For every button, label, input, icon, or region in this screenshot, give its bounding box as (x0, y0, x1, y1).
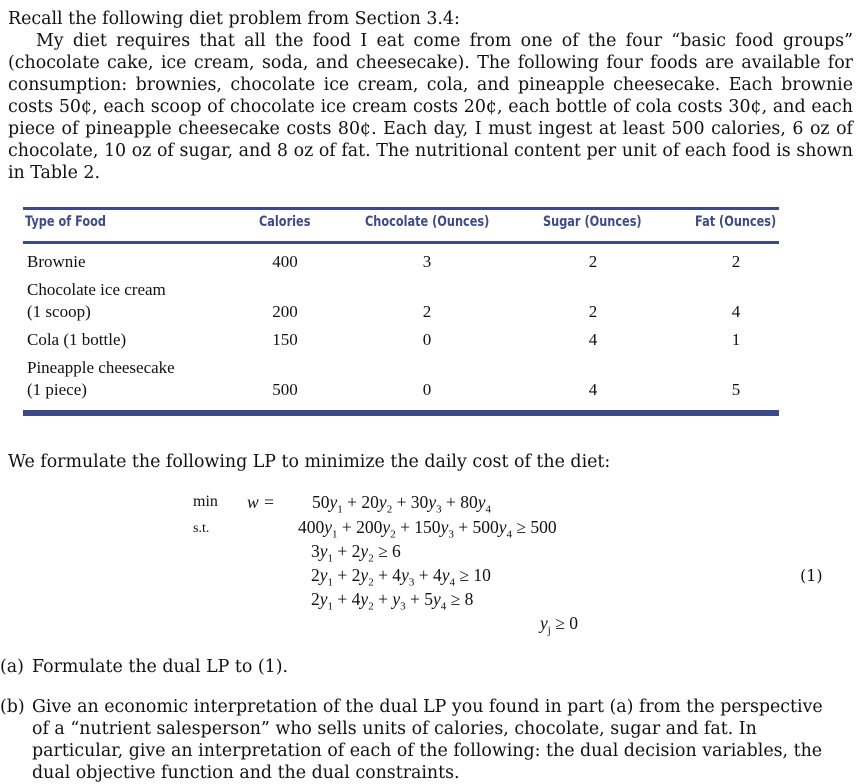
table-cell-fat: 4 (731, 302, 741, 321)
table-cell-fat: 1 (731, 330, 741, 349)
table-row-food: Brownie (27, 252, 86, 271)
table-cell-chocolate: 3 (422, 252, 432, 271)
header-chocolate: Chocolate (Ounces) (365, 214, 490, 230)
lp-constraint-sugar: $2y_1 + 2y_2 + 4y_3 + 4y_4 \ge 10$ (311, 565, 491, 589)
table-cell-sugar: 4 (588, 330, 598, 349)
lp-constraint-fat: $2y_1 + 4y_2 + y_3 + 5y_4 \ge 8$ (311, 589, 474, 613)
table-cell-chocolate: 2 (422, 302, 432, 321)
lp-constraint-chocolate: $3y_1 + 2y_2 \ge 6$ (311, 541, 401, 565)
intro-text: Recall the following diet problem from Section 3.4: (8, 9, 460, 29)
lp-objective: $50y_1 + 20y_2 + 30y_3 + 80y_4$ (312, 492, 491, 516)
table-rule-top (23, 207, 779, 210)
table-cell-calories: 500 (272, 380, 298, 399)
table-cell-calories: 400 (272, 252, 298, 271)
table-row-food: Cola (1 bottle) (27, 330, 127, 349)
table-cell-calories: 150 (272, 330, 298, 349)
lp-constraint-calories: $400y_1 + 200y_2 + 150y_3 + 500y_4 \ge 500$ (298, 517, 557, 541)
table-cell-sugar: 4 (588, 380, 598, 399)
part-a-label: (a) (0, 657, 24, 677)
header-sugar: Sugar (Ounces) (543, 214, 642, 230)
lp-min-label: min (193, 493, 218, 510)
lp-nonnegativity: $y_j \ge 0$ (540, 613, 578, 637)
problem-statement: My diet requires that all the food I eat come from one of the four “basic food groups” (chocolate cake, ice cream, soda, and cheesecake). The following four foods are available for consumption: brownies, chocolate ice cream, cola, and pineapple cheesecake. Each brownie costs 50¢, each scoop of chocolate ice cream costs 20¢, each bottle of cola costs 30¢, and each piece of pineapple cheesecake costs 80¢. Each day, I must ingest at least 500 calories, 6 oz of chocolate, 10 oz of sugar, and 8 oz of fat. The nutritional content per unit of each food is shown in Table 2. (8, 31, 853, 183)
table-cell-calories: 200 (272, 302, 298, 321)
table-rule-mid (23, 241, 779, 244)
lp-w-label: w = (247, 492, 275, 512)
table-cell-fat: 5 (731, 380, 741, 399)
table-cell-fat: 2 (731, 252, 741, 271)
equation-number: (1) (800, 566, 823, 585)
table-rule-bottom (23, 410, 779, 416)
table-row-food: Chocolate ice cream (27, 280, 166, 299)
lp-intro-text: We formulate the following LP to minimize the daily cost of the diet: (8, 452, 611, 472)
table-cell-chocolate: 0 (422, 330, 432, 349)
table-row-food: Pineapple cheesecake (27, 358, 175, 377)
part-a-text: Formulate the dual LP to (1). (32, 657, 289, 677)
header-food: Type of Food (25, 214, 106, 230)
part-b-text: Give an economic interpretation of the dual LP you found in part (a) from the perspective of a “nutrient salesperson” who sells units of calories, chocolate, sugar and fat. In particular, give an interpretation of each of the following: the dual decision variables, the dual objective function and the dual constraints. (32, 697, 823, 783)
table-cell-sugar: 2 (588, 302, 598, 321)
table-row-food-note: (1 scoop) (27, 302, 91, 321)
part-b-label: (b) (0, 697, 25, 717)
table-cell-chocolate: 0 (422, 380, 432, 399)
header-calories: Calories (259, 214, 311, 230)
lp-st-label: s.t. (193, 521, 210, 536)
table-cell-sugar: 2 (588, 252, 598, 271)
table-row-food-note: (1 piece) (27, 380, 87, 399)
header-fat: Fat (Ounces) (695, 214, 777, 230)
